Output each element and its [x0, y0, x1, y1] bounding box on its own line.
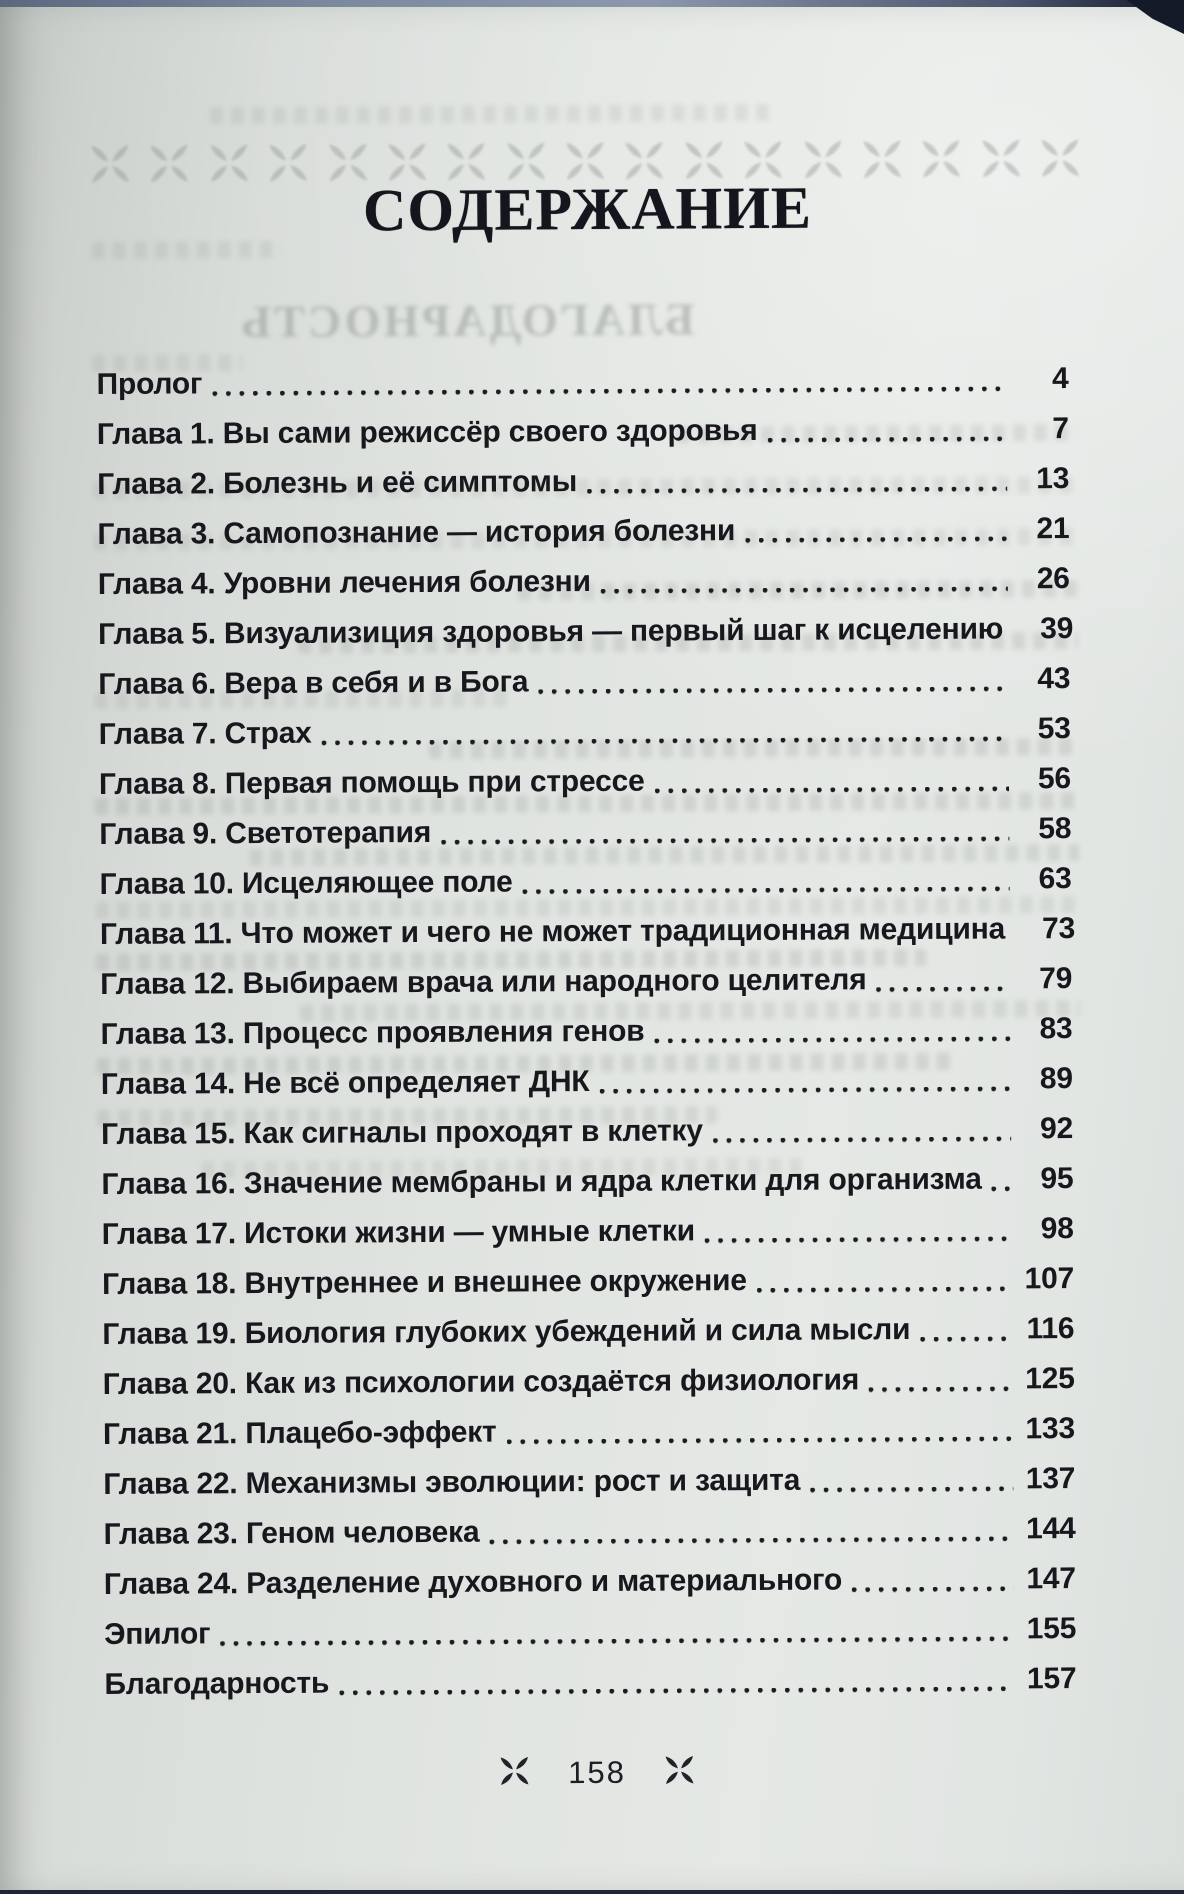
toc-entry: [104, 1554, 1076, 1610]
toc-entry: [103, 1404, 1075, 1460]
toc-entry-label: Глава 23. Геном человека: [103, 1508, 479, 1560]
book-page: [0, 7, 1184, 1890]
page-title: СОДЕРЖАНИЕ: [0, 171, 1180, 247]
toc-entry-label: Глава 16. Значение мембраны и ядра клетки для организма: [101, 1155, 982, 1210]
dot-leader: [337, 1654, 1015, 1708]
dot-leader: [536, 654, 1008, 707]
toc-entry-page: 83: [1016, 1004, 1072, 1054]
toc-entry-label: Глава 24. Разделение духовного и материального: [104, 1555, 843, 1610]
toc-entry-label: Глава 11. Что может и чего не может традиционная медицина: [100, 904, 1005, 960]
dot-leader: [439, 804, 1009, 857]
toc-entry-page: 125: [1018, 1354, 1074, 1404]
toc-entry-page: 92: [1017, 1104, 1073, 1154]
toc-entry-page: 39: [1017, 604, 1073, 654]
toc-entry: [103, 1454, 1075, 1510]
toc-entry-page: 144: [1019, 1504, 1075, 1554]
dot-leader: [585, 454, 1007, 507]
folio-page-number: 158: [568, 1755, 626, 1791]
toc-entry: [98, 654, 1070, 710]
toc-entry: [100, 1004, 1072, 1060]
toc-entry-label: Глава 9. Светотерапия: [99, 808, 431, 860]
toc-entry: [102, 1204, 1074, 1260]
dot-leader: [808, 1454, 1013, 1505]
toc-entry: [104, 1654, 1076, 1710]
four-petal-ornament-icon: [664, 1754, 695, 1785]
toc-entry: [96, 354, 1068, 410]
toc-entry-page: 56: [1015, 754, 1071, 804]
toc-entry: [99, 804, 1071, 860]
toc-entry: [99, 854, 1071, 910]
toc-entry-page: 4: [1012, 354, 1068, 404]
footer-ornament-left: [499, 1755, 530, 1791]
dot-leader: [711, 1104, 1012, 1156]
toc-entry: [99, 754, 1071, 810]
toc-entry: [101, 1154, 1073, 1210]
toc-entry-page: 13: [1013, 454, 1069, 504]
toc-entry-page: 133: [1019, 1404, 1075, 1454]
toc-entry-page: 116: [1018, 1304, 1074, 1354]
dot-leader: [504, 1404, 1013, 1457]
toc-entry-page: 137: [1019, 1454, 1075, 1504]
dot-leader: [918, 1304, 1012, 1355]
dot-leader: [755, 1254, 1012, 1306]
toc-entry: [97, 404, 1069, 460]
table-of-contents: [96, 354, 1076, 1710]
dot-leader: [703, 1204, 1012, 1256]
toc-entry-label: Глава 10. Исцеляющее поле: [99, 857, 512, 910]
toc-entry-label: Глава 7. Страх: [99, 709, 312, 760]
dot-leader: [990, 1154, 1012, 1204]
four-petal-ornament-icon: [499, 1755, 530, 1786]
toc-entry-page: 73: [1019, 904, 1075, 954]
toc-entry-label: Глава 13. Процесс проявления генов: [100, 1007, 644, 1060]
toc-entry-label: Глава 12. Выбираем врача или народного целителя: [100, 955, 867, 1010]
toc-entry-label: Глава 6. Вера в себя и в Бога: [98, 657, 528, 710]
toc-entry-label: Глава 21. Плацебо-эффект: [103, 1408, 497, 1460]
page-footer: [5, 1751, 1184, 1794]
toc-entry-label: Глава 20. Как из психологии создаётся физиология: [103, 1355, 860, 1410]
toc-entry-page: 155: [1020, 1604, 1076, 1654]
dot-leader: [765, 404, 1007, 455]
toc-entry-label: Глава 15. Как сигналы проходят в клетку: [101, 1106, 703, 1160]
toc-entry: [99, 704, 1071, 760]
toc-entry-page: 21: [1013, 504, 1069, 554]
toc-entry: [101, 1054, 1073, 1110]
toc-entry-page: 147: [1020, 1554, 1076, 1604]
toc-entry: [102, 1254, 1074, 1310]
toc-entry: [100, 904, 1072, 960]
toc-entry-page: 79: [1016, 954, 1072, 1004]
dot-leader: [597, 1054, 1011, 1107]
bleed-through-heading: БЛАГОДАРНОСТЬ: [146, 292, 786, 349]
dot-leader: [850, 1554, 1014, 1605]
toc-entry-page: 58: [1015, 804, 1071, 854]
toc-entry-page: 98: [1018, 1204, 1074, 1254]
toc-entry-label: Глава 5. Визуализиция здоровья — первый шаг к исцелению: [98, 604, 1003, 660]
toc-entry: [98, 604, 1070, 660]
toc-entry: [104, 1604, 1076, 1660]
toc-entry-label: Глава 19. Биология глубоких убеждений и сила мысли: [102, 1305, 910, 1360]
toc-entry-page: 43: [1014, 654, 1070, 704]
toc-entry-page: 157: [1020, 1654, 1076, 1704]
dot-leader: [210, 354, 1007, 409]
toc-entry-label: Глава 18. Внутреннее и внешнее окружение: [102, 1256, 747, 1310]
dot-leader: [218, 1604, 1014, 1659]
footer-ornament-right: [664, 1754, 695, 1790]
toc-entry-page: 63: [1015, 854, 1071, 904]
dot-leader: [319, 704, 1008, 758]
toc-entry-label: Глава 2. Болезнь и её симптомы: [97, 457, 577, 510]
toc-entry: [97, 454, 1069, 510]
toc-entry: [102, 1304, 1074, 1360]
toc-entry-page: 107: [1018, 1254, 1074, 1304]
toc-entry-label: Пролог: [96, 359, 202, 410]
toc-entry: [103, 1354, 1075, 1410]
toc-entry-page: 53: [1015, 704, 1071, 754]
toc-entry-page: 95: [1017, 1154, 1073, 1204]
dot-leader: [520, 854, 1009, 907]
toc-entry-page: 26: [1014, 554, 1070, 604]
bleed-through-line: [210, 104, 770, 124]
page-content: [0, 3, 1184, 1893]
dot-leader: [652, 1004, 1010, 1056]
dot-leader: [652, 754, 1009, 806]
dot-leader: [599, 554, 1008, 606]
dot-leader: [874, 954, 1010, 1005]
toc-entry-label: Эпилог: [104, 1609, 211, 1660]
toc-entry-page: 89: [1017, 1054, 1073, 1104]
dot-leader: [487, 1504, 1013, 1557]
dot-leader: [867, 1354, 1013, 1405]
toc-entry: [97, 504, 1069, 560]
toc-entry-label: Глава 4. Уровни лечения болезни: [98, 557, 591, 610]
toc-entry-page: 7: [1013, 404, 1069, 454]
toc-entry-label: Благодарность: [104, 1659, 329, 1710]
toc-entry-label: Глава 1. Вы сами режиссёр своего здоровья: [97, 406, 758, 460]
toc-entry: [98, 554, 1070, 610]
toc-entry-label: Глава 14. Не всё определяет ДНК: [101, 1057, 590, 1110]
toc-entry: [101, 1104, 1073, 1160]
dot-leader: [743, 504, 1008, 556]
toc-entry-label: Глава 17. Истоки жизни — умные клетки: [102, 1206, 695, 1260]
toc-entry-label: Глава 8. Первая помощь при стрессе: [99, 757, 645, 810]
toc-entry: [100, 954, 1072, 1010]
toc-entry-label: Глава 3. Самопознание — история болезни: [97, 506, 735, 560]
toc-entry-label: Глава 22. Механизмы эволюции: рост и защита: [103, 1456, 800, 1510]
toc-entry: [103, 1504, 1075, 1560]
